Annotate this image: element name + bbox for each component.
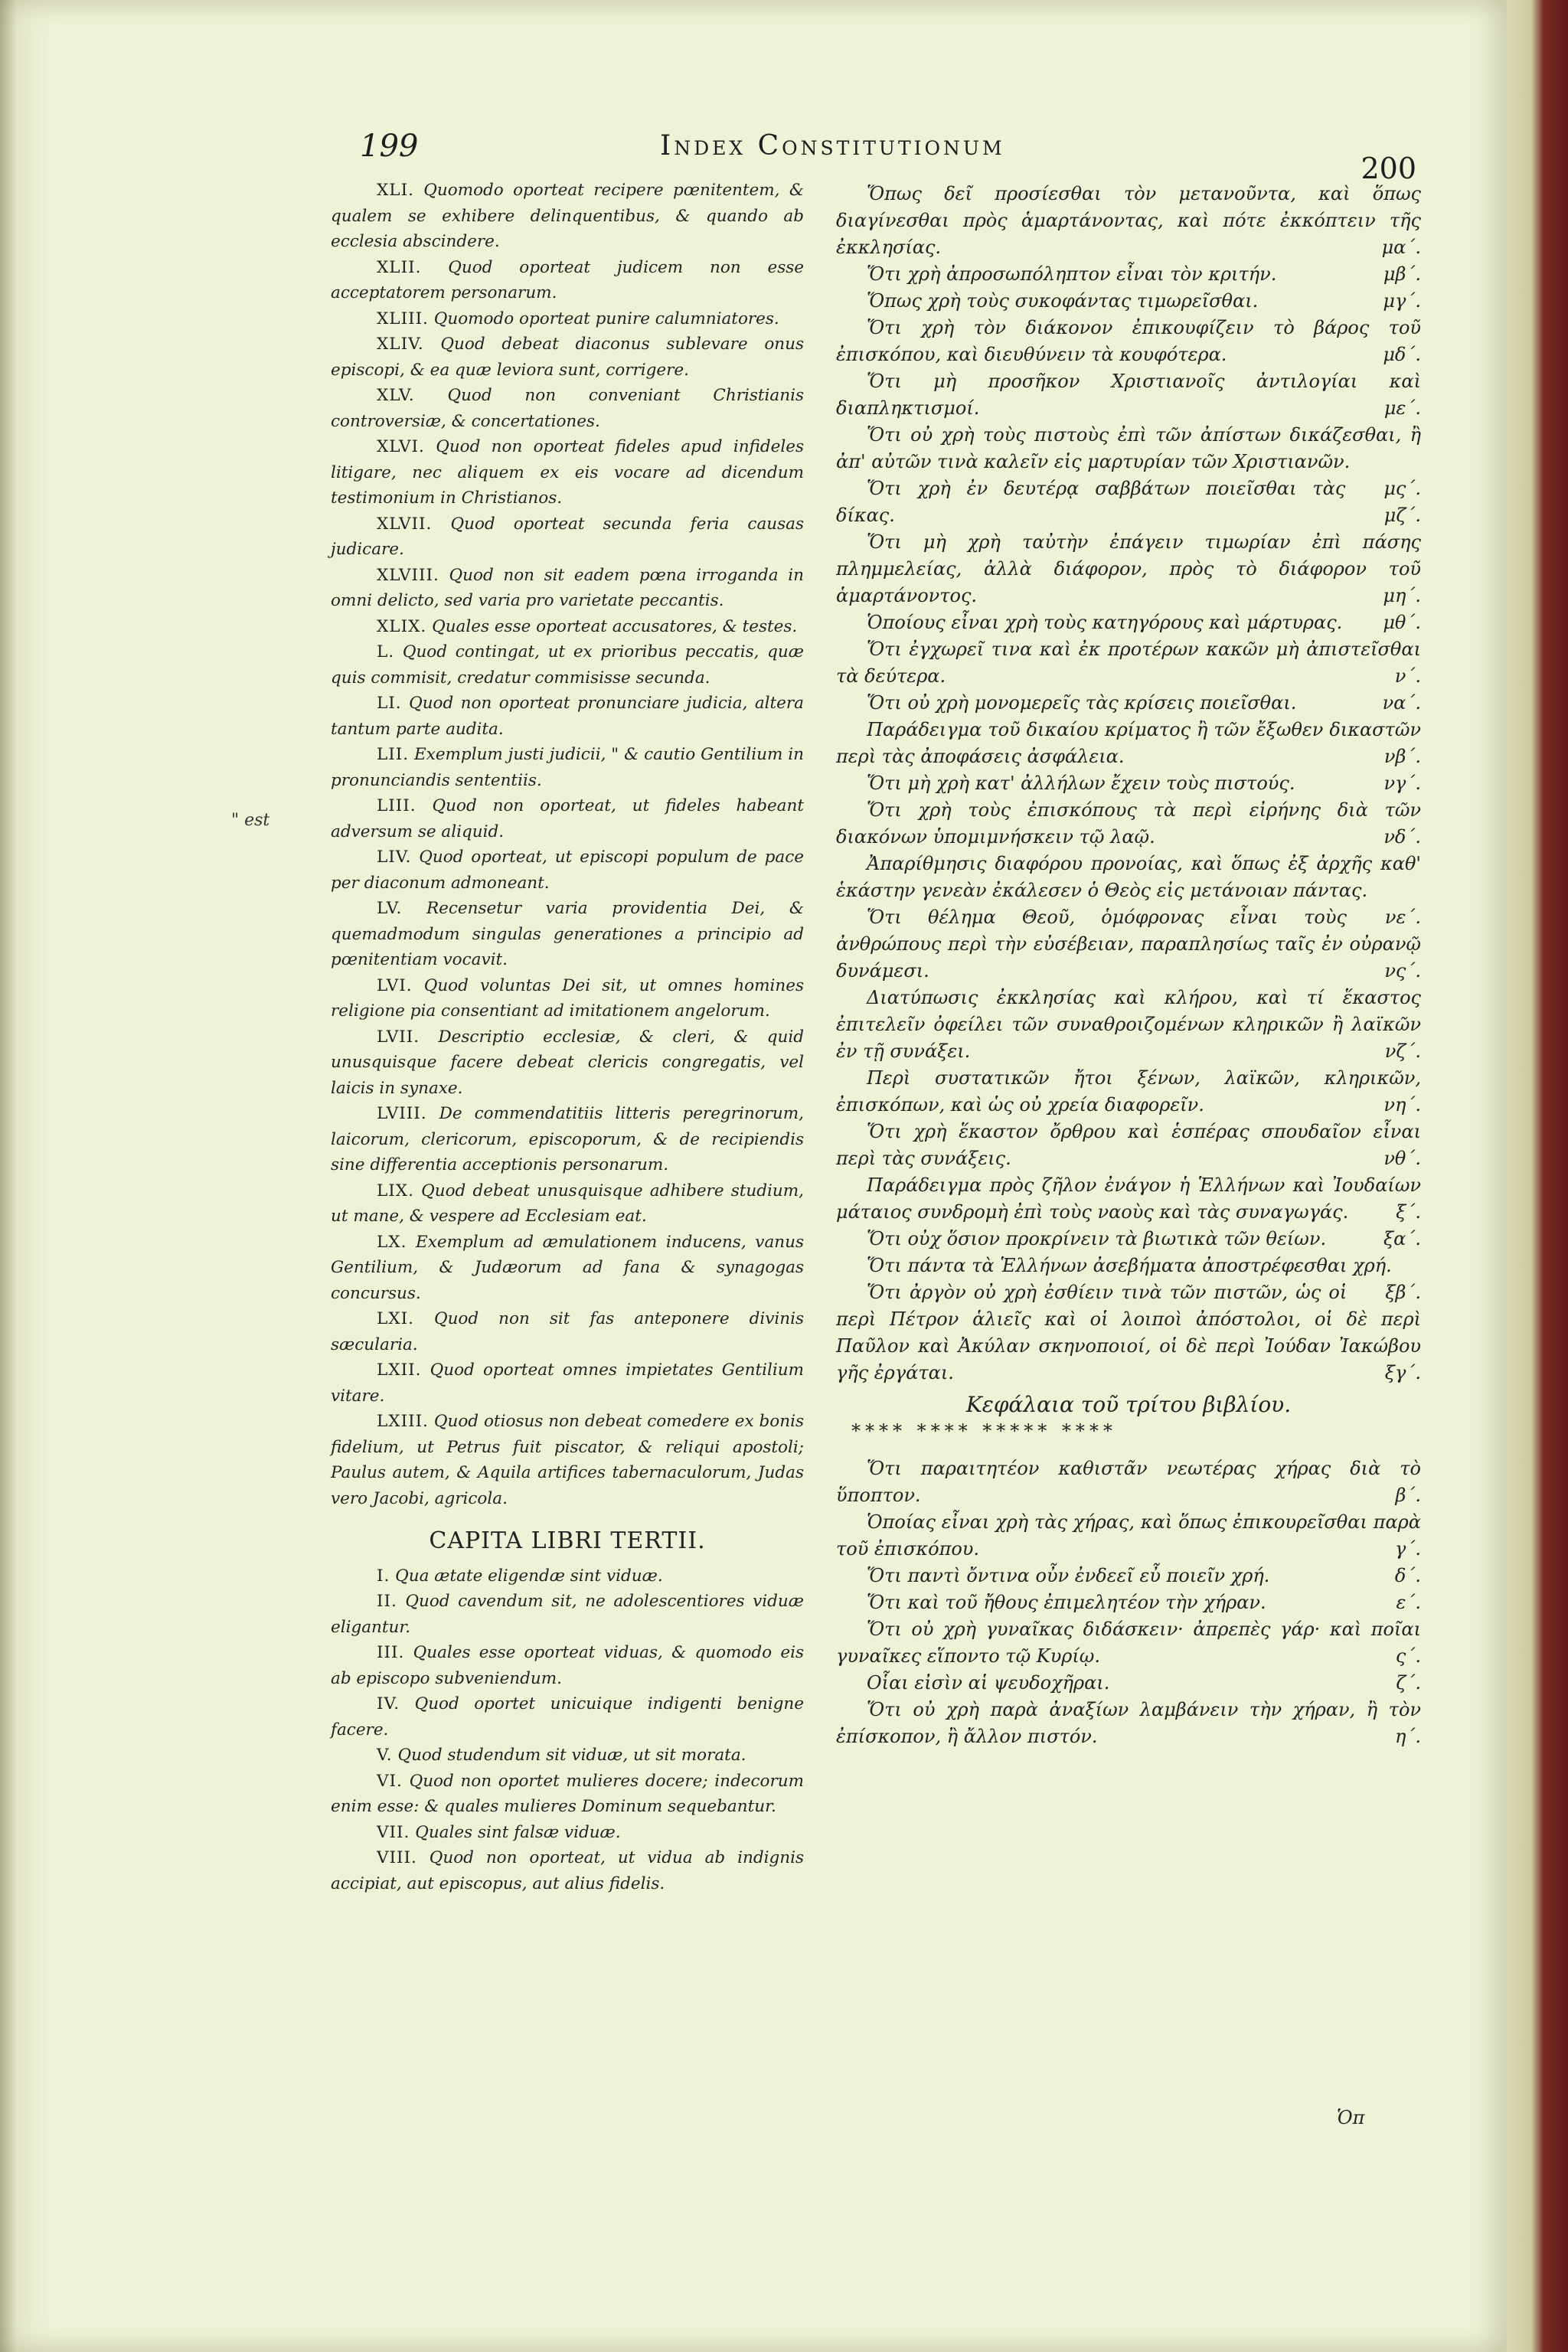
greek-stars-ornament: **** **** ***** **** <box>851 1420 1117 1442</box>
latin-entry-number: LVIII. <box>377 1104 427 1123</box>
latin-entry <box>331 563 804 614</box>
greek-entry-text: Οἷαι εἰσὶν αἱ ψευδοχῆραι. <box>867 1672 1110 1694</box>
greek-entry-text: Ὅτι μὴ χρὴ κατ' ἀλλήλων ἔχειν τοὺς πιστούς. <box>867 773 1295 794</box>
latin-entry-text: Qua ætate eligendæ sint viduæ. <box>395 1566 663 1586</box>
greek-entry <box>836 181 1421 261</box>
latin-entry-number: XLII. <box>377 257 422 277</box>
latin-entry <box>331 332 804 383</box>
greek-entry <box>836 1119 1421 1172</box>
greek-entry-text: Ὅτι χρὴ ἐν δευτέρᾳ σαββάτων ποιεῖσθαι τὰς δίκας. <box>836 478 1346 526</box>
latin-entry <box>331 691 804 742</box>
greek-entry-number: νδ΄. <box>1383 826 1421 848</box>
latin-entry-number: III. <box>377 1643 405 1662</box>
greek-entry-number: β΄. <box>1395 1485 1421 1506</box>
latin-entry-text: Quod non oporteat fideles apud infideles litigare, nec aliquem ex eis vocare ad dicendum testimonium in Christianos. <box>331 437 805 508</box>
latin-entry-number: LI. <box>377 694 402 713</box>
latin-column <box>331 178 804 1896</box>
latin-entry <box>331 383 804 434</box>
latin-entry-number: LVII. <box>377 1027 420 1047</box>
latin-entry-number: LIII. <box>377 796 416 815</box>
latin-entry-text: Quod non conveniant Christianis controversiæ, & concertationes. <box>331 386 804 431</box>
latin-entry <box>331 255 804 306</box>
greek-entry-number: ζ΄. <box>1396 1672 1421 1694</box>
margin-note: " est <box>231 811 270 830</box>
latin-entry <box>331 1024 804 1102</box>
latin-entry <box>331 1743 804 1769</box>
greek-entry <box>836 770 1421 797</box>
greek-entry-number: νζ΄. <box>1384 1040 1421 1062</box>
latin-entry-text: Quales sint falsæ viduæ. <box>415 1822 621 1842</box>
greek-entry <box>836 368 1421 422</box>
latin-entry-text: Quod oportet unicuique indigenti benigne facere. <box>331 1694 804 1740</box>
latin-entry-number: VI. <box>377 1771 403 1791</box>
greek-entry-number: μγ΄. <box>1383 290 1421 312</box>
latin-entry-text: Exemplum ad æmulationem inducens, vanus Gentilium, & Judæorum ad fana & synagogas concursus. <box>331 1232 804 1303</box>
latin-entry-text: Quod oporteat, ut episcopi populum de pace per diaconum admoneant. <box>331 848 804 893</box>
latin-entry <box>331 511 804 563</box>
latin-entry-number: LIV. <box>377 848 412 867</box>
greek-entry-number: δ΄. <box>1394 1565 1421 1586</box>
latin-entry <box>331 1691 804 1743</box>
latin-entry <box>331 844 804 896</box>
latin-entry <box>331 1306 804 1357</box>
latin-entry-text: Quod non oporteat, ut vidua ab indignis accipiat, aut episcopus, aut alius fidelis. <box>331 1848 804 1893</box>
latin-entry-text: Quod non oporteat pronunciare judicia, altera tantum parte audita. <box>331 694 804 739</box>
greek-entry-number: γ΄. <box>1395 1538 1421 1560</box>
latin-entry-number: IV. <box>377 1694 400 1713</box>
greek-entry <box>836 797 1421 851</box>
greek-entry-text: Παράδειγμα πρὸς ζῆλον ἐνάγον ἡ Ἑλλήνων καὶ Ἰουδαίων μάταιος συνδρομὴ ἐπὶ τοὺς ναοὺς καὶ τὰς συναγωγάς. <box>836 1174 1421 1223</box>
page-header <box>360 129 1416 185</box>
latin-book3-heading: CAPITA LIBRI TERTII. <box>429 1527 706 1554</box>
greek-entry-text: Ὅτι χρὴ τοὺς ἐπισκόπους τὰ περὶ εἰρήνης διὰ τῶν διακόνων ὑπομιμνήσκειν τῷ λαῷ. <box>836 799 1421 848</box>
page-number-left: 199 <box>360 129 419 164</box>
greek-entry <box>836 1253 1421 1303</box>
latin-entry <box>331 742 804 793</box>
greek-entry-text: Παράδειγμα τοῦ δικαίου κρίματος ἢ τῶν ἔξωθεν δικαστῶν περὶ τὰς ἀποφάσεις ἀσφάλεια. <box>836 719 1421 767</box>
latin-entry-number: XLIII. <box>377 309 429 328</box>
latin-entry-text: Quod contingat, ut ex prioribus peccatis, quæ quis commisit, credatur commisisse secunda. <box>331 642 804 688</box>
greek-entry-number: μζ΄. <box>1383 505 1421 526</box>
latin-entry-text: Quomodo oporteat punire calumniatores. <box>433 309 779 328</box>
latin-entry <box>331 639 804 691</box>
greek-entry-number: μδ΄. <box>1383 344 1421 365</box>
latin-entry-number: XLI. <box>377 181 414 200</box>
greek-entry-number: μα΄. <box>1381 237 1421 258</box>
latin-book3-entry-list <box>331 1563 804 1897</box>
greek-entry <box>836 529 1421 609</box>
greek-entry-text: Ὅτι ἀργὸν οὐ χρὴ ἐσθίειν τινὰ τῶν πιστῶν, ὡς οἱ περὶ Πέτρον ἁλιεῖς καὶ οἱ λοιποὶ ἀπόστολοι, οἱ δὲ περὶ Παῦλον καὶ Ἀκύλαν σκηνοποιοί, οἱ δὲ περὶ Ἰούδαν Ἰακώβου γῆς ἐργάται. <box>836 1282 1421 1383</box>
greek-entry-text: Ὅτι χρὴ ἀπροσωπόληπτον εἶναι τὸν κριτήν. <box>867 263 1277 285</box>
greek-entry-text: Ὅτι παραιτητέον καθιστᾶν νεωτέρας χήρας διὰ τὸ ὕποπτον. <box>836 1458 1421 1506</box>
greek-entry-number: ν΄. <box>1394 665 1421 687</box>
latin-entry-number: LV. <box>377 899 403 918</box>
latin-entry-text: Quod oporteat judicem non esse acceptatorem personarum. <box>331 257 804 302</box>
latin-entry-text: Quod oporteat omnes impietates Gentilium vitare. <box>331 1361 804 1406</box>
greek-entry <box>836 1697 1421 1750</box>
catchword: Ὁπ <box>1337 2107 1365 2128</box>
latin-entry <box>331 973 804 1024</box>
greek-entry <box>836 288 1421 315</box>
greek-entry-text: Ὅτι οὐ χρὴ γυναῖκας διδάσκειν· ἀπρεπὲς γάρ· καὶ ποῖαι γυναῖκες εἵποντο τῷ Κυρίῳ. <box>836 1619 1421 1667</box>
latin-entry <box>331 1409 804 1511</box>
greek-entry-text: Ὅτι χρὴ ἕκαστον ὄρθρου καὶ ἑσπέρας σπουδαῖον εἶναι περὶ τὰς συνάξεις. <box>836 1121 1421 1169</box>
greek-entry <box>836 315 1421 368</box>
greek-entry <box>836 985 1421 1065</box>
greek-entry-number: ε΄. <box>1396 1592 1421 1613</box>
latin-entry-list <box>331 178 804 1511</box>
latin-entry-number: XLIX. <box>377 616 427 636</box>
latin-entry-text: Quod debeat diaconus sublevare onus episcopi, & ea quæ leviora sunt, corrigere. <box>331 335 804 380</box>
latin-entry-text: Quales esse oporteat accusatores, & testes. <box>432 616 798 636</box>
latin-entry-text: Exemplum justi judicii, " & cautio Gentilium in pronunciandis sententiis. <box>331 745 804 790</box>
greek-entry <box>836 1172 1421 1226</box>
latin-entry <box>331 1178 804 1230</box>
greek-entry-text: Περὶ συστατικῶν ἤτοι ξένων, λαϊκῶν, κληρικῶν, ἐπισκόπων, καὶ ὡς οὐ χρεία διαφορεῖν. <box>836 1067 1421 1116</box>
latin-entry-number: XLVI. <box>377 437 425 456</box>
greek-entry-text: Ὅτι πάντα τὰ Ἑλλήνων ἀσεβήματα ἀποστρέφεσθαι χρή. <box>867 1255 1392 1276</box>
latin-entry-text: Quomodo oporteat recipere pœnitentem, & qualem se exhibere delinquentibus, & quando ab ecclesia abscindere. <box>331 181 804 251</box>
greek-entry-number: νς΄. <box>1384 960 1421 982</box>
greek-entry-text: Ὅτι οὐχ ὅσιον προκρίνειν τὰ βιωτικὰ τῶν θείων. <box>867 1228 1327 1250</box>
greek-entry <box>836 1670 1421 1697</box>
latin-entry-number: LXIII. <box>377 1412 429 1431</box>
greek-entry-text: Ὅτι παντὶ ὄντινα οὖν ἐνδεεῖ εὖ ποιεῖν χρή. <box>867 1565 1270 1586</box>
running-title: Index Constitutionum <box>660 130 1005 162</box>
page-number-right: 200 <box>1361 152 1416 185</box>
latin-entry <box>331 614 804 640</box>
greek-entry <box>836 1509 1421 1563</box>
latin-entry <box>331 1820 804 1846</box>
latin-entry-number: LVI. <box>377 975 413 995</box>
greek-entry-text: Ὁποίας εἶναι χρὴ τὰς χήρας, καὶ ὅπως ἐπικουρεῖσθαι παρὰ τοῦ ἐπισκόπου. <box>836 1511 1421 1560</box>
latin-entry <box>331 1769 804 1820</box>
greek-entry-text: Ὅτι οὐ χρὴ παρὰ ἀναξίων λαμβάνειν τὴν χήραν, ἢ τὸν ἐπίσκοπον, ἢ ἄλλον πιστόν. <box>836 1699 1421 1747</box>
greek-entry-number: μβ΄. <box>1383 263 1421 285</box>
greek-entry <box>836 1589 1421 1616</box>
greek-entry-text: Ὁποίους εἶναι χρὴ τοὺς κατηγόρους καὶ μάρτυρας. <box>867 612 1343 633</box>
page-edge <box>1507 0 1568 2352</box>
latin-entry <box>331 1845 804 1896</box>
latin-entry-text: Quod cavendum sit, ne adolescentiores viduæ eligantur. <box>331 1592 804 1637</box>
latin-entry <box>331 434 804 511</box>
greek-book3-heading: Κεφάλαια τοῦ τρίτου βιβλίου. <box>965 1392 1292 1417</box>
latin-entry-number: XLVIII. <box>377 565 439 585</box>
greek-entry-text: Ὅτι οὐ χρὴ μονομερεῖς τὰς κρίσεις ποιεῖσθαι. <box>867 692 1297 714</box>
latin-entry-text: Quod otiosus non debeat comedere ex bonis fidelium, ut Petrus fuit piscator, & reliqui apostoli; Paulus autem, & Aquila artifices tabernaculorum, Judas vero Jacobi, agricola. <box>331 1412 804 1508</box>
greek-entry <box>836 717 1421 770</box>
greek-entry <box>836 261 1421 288</box>
latin-entry-number: XLV. <box>377 386 415 405</box>
latin-entry <box>331 1563 804 1589</box>
greek-entry-number: να΄. <box>1382 692 1421 714</box>
greek-entry-text: Ὅτι ἐγχωρεῖ τινα καὶ ἐκ προτέρων κακῶν μὴ ἀπιστεῖσθαι τὰ δεύτερα. <box>836 639 1421 687</box>
latin-entry-text: Quod studendum sit viduæ, ut sit morata. <box>397 1746 746 1765</box>
greek-entry-text: Ὅτι καὶ τοῦ ἤθους ἐπιμελητέον τὴν χήραν. <box>867 1592 1266 1613</box>
greek-entry-text: Ἀπαρίθμησις διαφόρου προνοίας, καὶ ὅπως ἐξ ἀρχῆς καθ' ἑκάστην γενεὰν ἐκάλεσεν ὁ Θεὸς εἰς μετάνοιαν πάντας. <box>836 853 1421 901</box>
latin-entry-text: Quod non sit fas anteponere divinis sæcularia. <box>331 1309 804 1354</box>
greek-entry <box>836 851 1421 928</box>
latin-entry-number: XLVII. <box>377 514 433 534</box>
latin-entry-text: Quod voluntas Dei sit, ut omnes homines religione pia consentiant ad imitationem angelorum. <box>331 975 804 1021</box>
latin-entry <box>331 793 804 844</box>
greek-entry <box>836 475 1421 529</box>
latin-entry-number: LXII. <box>377 1361 422 1380</box>
latin-entry-number: LXI. <box>377 1309 414 1328</box>
greek-entry <box>836 422 1421 499</box>
greek-entry-text: Ὅπως δεῖ προσίεσθαι τὸν μετανοῦντα, καὶ ὅπως διαγίνεσθαι πρὸς ἁμαρτάνοντας, καὶ πότε ἐκκόπτειν τῆς ἐκκλησίας. <box>836 183 1421 258</box>
gutter-shadow <box>0 0 17 2352</box>
greek-entry-text: Ὅτι οὐ χρὴ τοὺς πιστοὺς ἐπὶ τῶν ἀπίστων δικάζεσθαι, ἢ ἀπ' αὐτῶν τινὰ καλεῖν εἰς μαρτυρίαν τῶν Χριστιανῶν. <box>836 424 1421 472</box>
latin-entry <box>331 1230 804 1307</box>
latin-entry-number: L. <box>377 642 395 662</box>
latin-entry-number: LII. <box>377 745 410 764</box>
greek-entry-number: μη΄. <box>1383 585 1421 606</box>
greek-entry-text: Ὅπως χρὴ τοὺς συκοφάντας τιμωρεῖσθαι. <box>867 290 1259 312</box>
latin-entry-number: VII. <box>377 1822 410 1842</box>
latin-entry-text: Quod non sit eadem pœna irroganda in omni delicto, sed varia pro varietate peccantis. <box>331 565 804 610</box>
greek-entry-number: νη΄. <box>1383 1094 1421 1116</box>
greek-entry-list <box>836 181 1421 1387</box>
latin-entry-text: Descriptio ecclesiæ, & cleri, & quid unusquisque facere debeat clericis congregatis, vel laicis in synaxe. <box>331 1027 804 1098</box>
greek-entry <box>836 904 1421 985</box>
greek-book3-entry-list <box>836 1455 1421 1750</box>
greek-entry-number: ς΄. <box>1395 1645 1421 1667</box>
greek-entry-number: μς΄. <box>1383 478 1421 499</box>
latin-entry <box>331 1357 804 1409</box>
latin-entry <box>331 1589 804 1640</box>
greek-entry <box>836 1226 1421 1253</box>
greek-entry-number: νγ΄. <box>1383 773 1421 794</box>
greek-entry-text: Ὅτι μὴ χρὴ ταὐτὴν ἐπάγειν τιμωρίαν ἐπὶ πάσης πλημμελείας, ἀλλὰ διάφορον, πρὸς τὸ διάφορον τοῦ ἁμαρτάνοντος. <box>836 531 1421 606</box>
greek-entry-number: μθ΄. <box>1383 612 1421 633</box>
greek-entry <box>836 636 1421 690</box>
greek-entry-number: νε΄. <box>1384 906 1421 928</box>
latin-entry-text: Quod oporteat secunda feria causas judicare. <box>331 514 804 559</box>
latin-entry <box>331 178 804 255</box>
greek-entry-number: ξ΄. <box>1396 1201 1421 1223</box>
latin-entry-number: II. <box>377 1592 397 1611</box>
latin-entry-text: Recensetur varia providentia Dei, & quemadmodum singulas generationes a principio ad pœnitentiam vocavit. <box>331 899 804 969</box>
latin-entry-number: XLIV. <box>377 335 424 354</box>
latin-entry-number: VIII. <box>377 1848 417 1867</box>
greek-entry-text: Ὅτι θέλημα Θεοῦ, ὁμόφρονας εἶναι τοὺς ἀνθρώπους περὶ τὴν εὐσέβειαν, παραπλησίως ταῖς ἐν οὐρανῷ δυνάμεσι. <box>836 906 1421 982</box>
greek-entry <box>836 1065 1421 1119</box>
greek-entry <box>836 1616 1421 1670</box>
latin-entry <box>331 306 804 332</box>
latin-entry-text: Quod non oporteat, ut fideles habeant adversum se aliquid. <box>331 796 804 841</box>
latin-entry-text: Quod debeat unusquisque adhibere studium, ut mane, & vespere ad Ecclesiam eat. <box>331 1181 804 1226</box>
latin-entry-number: LIX. <box>377 1181 414 1200</box>
greek-entry-number: η΄. <box>1394 1726 1421 1747</box>
greek-entry <box>836 690 1421 717</box>
latin-entry-number: V. <box>377 1746 393 1765</box>
latin-entry <box>331 1101 804 1178</box>
latin-entry-number: I. <box>377 1566 390 1586</box>
greek-entry-number: ξα΄. <box>1383 1228 1421 1250</box>
latin-entry-number: LX. <box>377 1232 407 1252</box>
greek-entry-text: Ὅτι μὴ προσῆκον Χριστιανοῖς ἀντιλογίαι καὶ διαπληκτισμοί. <box>836 371 1421 419</box>
latin-entry-text: Quod non oportet mulieres docere; indecorum enim esse: & quales mulieres Dominum sequebantur. <box>331 1771 804 1816</box>
greek-entry <box>836 1563 1421 1589</box>
latin-entry-text: De commendatitiis litteris peregrinorum, laicorum, clericorum, episcoporum, & de recipiendis sine differentia acceptionis personarum. <box>331 1104 804 1174</box>
greek-entry-text: Διατύπωσις ἐκκλησίας καὶ κλήρου, καὶ τί ἕκαστος ἐπιτελεῖν ὀφείλει τῶν συναθροιζομένων κληρικῶν ἢ λαϊκῶν ἐν τῇ συνάξει. <box>836 987 1421 1062</box>
greek-entry-number: νθ΄. <box>1383 1148 1421 1169</box>
greek-column <box>836 181 1421 1750</box>
greek-entry-number: ξγ΄. <box>1384 1362 1421 1383</box>
latin-entry-text: Quales esse oporteat viduas, & quomodo eis ab episcopo subveniendum. <box>331 1643 804 1688</box>
latin-entry <box>331 896 804 973</box>
greek-entry-number: νβ΄. <box>1383 746 1421 767</box>
greek-entry <box>836 1279 1421 1387</box>
greek-entry-number: με΄. <box>1383 397 1421 419</box>
greek-entry <box>836 609 1421 636</box>
greek-entry <box>836 1455 1421 1509</box>
latin-entry <box>331 1640 804 1691</box>
greek-entry-number: ξβ΄. <box>1385 1282 1421 1303</box>
greek-entry-text: Ὅτι χρὴ τὸν διάκονον ἐπικουφίζειν τὸ βάρος τοῦ ἐπισκόπου, καὶ διευθύνειν τὰ κουφότερα. <box>836 317 1421 365</box>
